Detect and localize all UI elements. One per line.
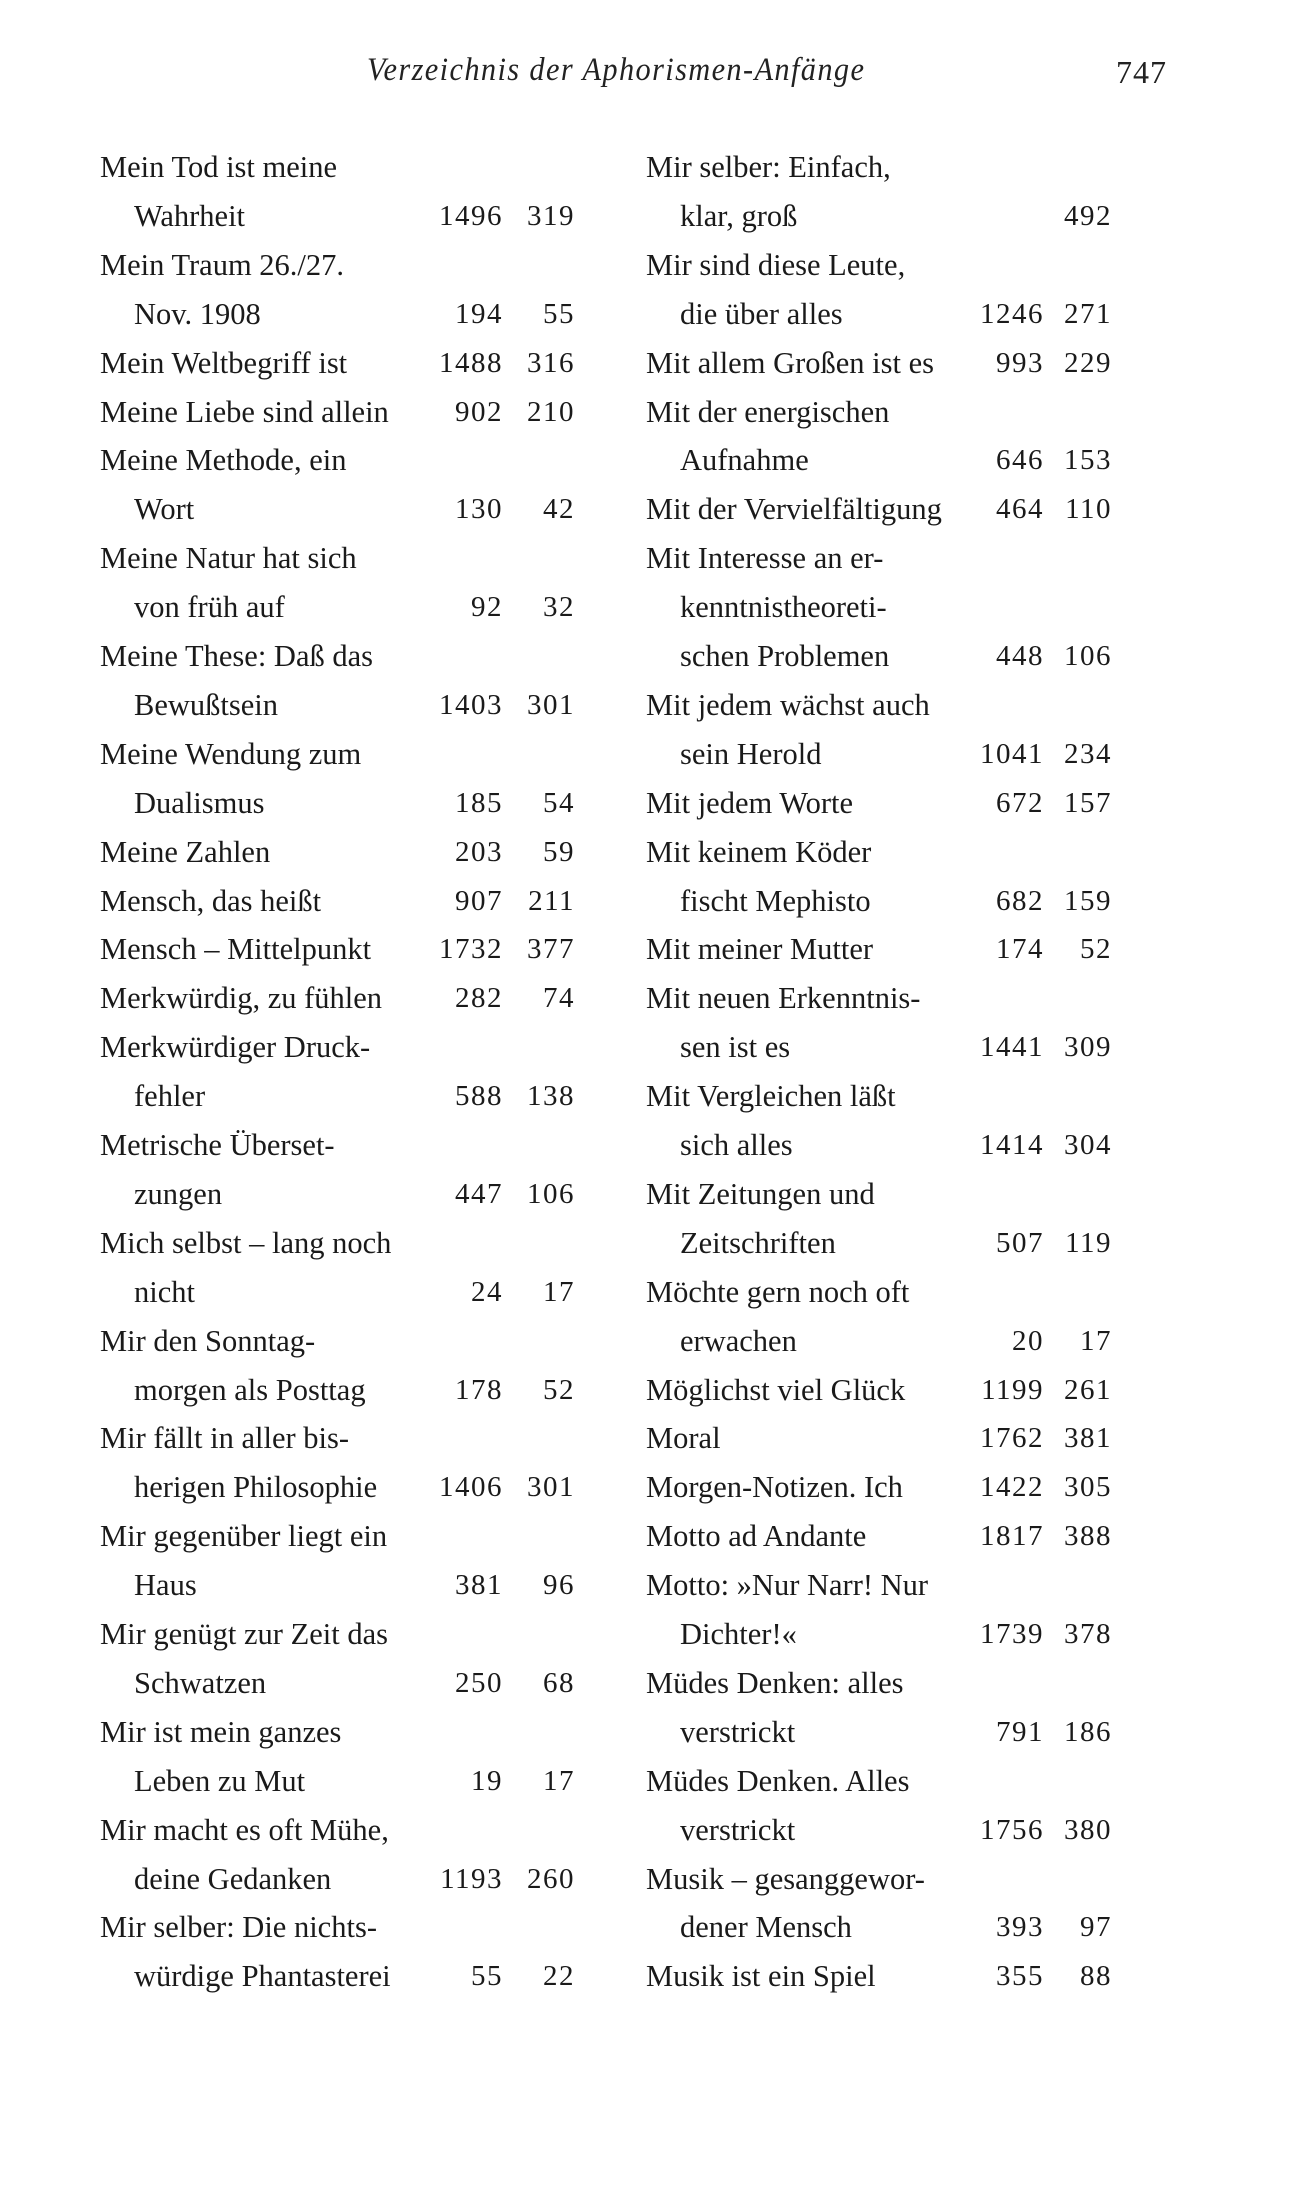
index-entry-continuation [100, 290, 575, 339]
page-reference: 378 [1064, 1618, 1112, 1650]
index-entry-continuation [100, 1170, 575, 1219]
entry-text: Meine Natur hat sich [100, 541, 357, 576]
aphorism-number: 682 [996, 884, 1044, 917]
page-reference: 229 [1064, 346, 1112, 379]
aphorism-number: 1414 [980, 1129, 1044, 1161]
entry-text: verstrickt [680, 1714, 796, 1749]
running-title: Verzeichnis der Aphorismen-Anfänge [367, 52, 866, 88]
entry-text: Wahrheit [134, 198, 246, 233]
aphorism-number: 130 [455, 493, 503, 526]
entry-text: Mit der Vervielfältigung [646, 492, 942, 527]
index-entry [100, 388, 575, 437]
index-entry [100, 877, 575, 926]
page-number: 747 [1116, 54, 1167, 90]
page-reference: 211 [528, 884, 575, 917]
index-entry [646, 828, 1114, 877]
index-entry-continuation [646, 1806, 1114, 1855]
aphorism-number: 174 [996, 933, 1044, 966]
page-reference: 210 [527, 395, 575, 428]
page-reference: 381 [1064, 1422, 1112, 1455]
entry-text: deine Gedanken [134, 1861, 332, 1896]
index-entry-continuation [100, 1268, 575, 1317]
entry-text: morgen als Posttag [134, 1372, 366, 1407]
entry-text: Dichter!« [680, 1617, 797, 1651]
entry-text: sich alles [680, 1128, 793, 1162]
index-entry [100, 1512, 575, 1561]
aphorism-number: 1488 [439, 346, 503, 379]
entry-text: Mir fällt in aller bis- [100, 1421, 350, 1456]
entry-text: Mir sind diese Leute, [646, 247, 906, 282]
entry-text: Musik – gesanggewor- [646, 1861, 925, 1896]
index-entry [646, 1561, 1114, 1610]
aphorism-number: 1732 [439, 933, 503, 966]
aphorism-number: 1406 [439, 1471, 503, 1504]
page-reference: 377 [527, 933, 575, 966]
page-reference: 54 [543, 786, 575, 819]
entry-text: Müdes Denken. Alles [646, 1763, 910, 1798]
aphorism-number: 993 [996, 346, 1044, 379]
entry-text: Motto ad Andante [646, 1519, 867, 1554]
index-entry-continuation [100, 1855, 575, 1904]
entry-text: Mir den Sonntag- [100, 1323, 316, 1358]
entry-text: Dualismus [134, 785, 265, 820]
entry-text: nicht [134, 1274, 195, 1309]
index-entry [646, 1366, 1114, 1415]
index-entry-continuation [100, 1072, 575, 1121]
page-reference: 17 [543, 1764, 575, 1797]
page-reference: 309 [1064, 1031, 1112, 1064]
index-entry [100, 1903, 575, 1952]
index-entry [100, 436, 575, 485]
index-entry-continuation [100, 1366, 575, 1415]
index-entry [100, 534, 575, 583]
entry-text: Meine Liebe sind allein [100, 394, 389, 429]
page-reference: 42 [543, 493, 575, 526]
index-entry [100, 143, 575, 192]
page-reference: 22 [543, 1960, 575, 1993]
index-entry [100, 1219, 575, 1268]
aphorism-number: 282 [455, 982, 503, 1015]
aphorism-number: 1193 [440, 1862, 503, 1895]
entry-text: Mensch, das heißt [100, 883, 322, 918]
index-entry [646, 1659, 1114, 1708]
aphorism-number: 20 [1012, 1324, 1044, 1357]
entry-text: Leben zu Mut [134, 1763, 306, 1798]
entry-text: Musik ist ein Spiel [646, 1959, 876, 1994]
entry-text: Mein Traum 26./27. [100, 247, 345, 282]
aphorism-number: 447 [455, 1177, 503, 1210]
entry-text: Mit Interesse an er- [646, 541, 884, 576]
index-entry-continuation [646, 632, 1114, 681]
aphorism-number: 92 [471, 591, 503, 624]
page-reference: 119 [1065, 1226, 1112, 1259]
index-entry-continuation [100, 1757, 575, 1806]
index-entry [646, 974, 1114, 1023]
aphorism-number: 448 [996, 640, 1044, 672]
index-entry [100, 730, 575, 779]
index-entry-continuation [646, 436, 1114, 485]
index-entry [646, 1512, 1114, 1561]
aphorism-number: 381 [455, 1569, 503, 1602]
entry-text: Zeitschriften [680, 1225, 836, 1260]
page-reference: 271 [1064, 297, 1112, 330]
entry-text: Motto: »Nur Narr! Nur [646, 1568, 929, 1603]
entry-text: Meine Methode, ein [100, 443, 347, 478]
index-entry-continuation [646, 1023, 1114, 1072]
index-entry-continuation [100, 1561, 575, 1610]
index-entry [100, 1414, 575, 1463]
index-entry [646, 1757, 1114, 1806]
index-entry-continuation [646, 583, 1114, 632]
index-entry-continuation [646, 1121, 1114, 1170]
aphorism-number: 1246 [980, 297, 1044, 330]
index-entry [100, 925, 575, 974]
page-reference: 261 [1064, 1373, 1112, 1406]
index-entry [100, 1610, 575, 1659]
index-entry [100, 1121, 575, 1170]
page-reference: 234 [1064, 737, 1112, 770]
page-reference: 305 [1064, 1471, 1112, 1504]
entry-text: Mir macht es oft Mühe, [100, 1812, 389, 1847]
aphorism-number: 19 [471, 1764, 503, 1797]
aphorism-number: 55 [471, 1960, 503, 1993]
entry-text: dener Mensch [680, 1910, 852, 1945]
entry-text: Mich selbst – lang noch [100, 1225, 392, 1260]
page-reference: 32 [543, 591, 575, 624]
entry-text: Mir gegenüber liegt ein [100, 1519, 388, 1554]
entry-text: Mit der energischen [646, 394, 890, 429]
aphorism-number: 1199 [981, 1373, 1044, 1406]
index-entry [646, 681, 1114, 730]
index-entry-continuation [646, 730, 1114, 779]
page-reference: 319 [527, 199, 575, 232]
aphorism-number: 1041 [980, 737, 1044, 770]
entry-text: Müdes Denken: alles [646, 1665, 904, 1700]
entry-text: Haus [134, 1568, 197, 1603]
index-entry [646, 534, 1114, 583]
index-entry-continuation [646, 1317, 1114, 1366]
entry-text: Mensch – Mittelpunkt [100, 932, 372, 967]
aphorism-number: 1496 [439, 199, 503, 232]
aphorism-number: 1403 [439, 688, 503, 721]
aphorism-number: 185 [455, 786, 503, 819]
index-entry [646, 779, 1114, 828]
aphorism-number: 393 [996, 1911, 1044, 1944]
page-reference: 138 [527, 1080, 575, 1113]
index-entry [646, 1072, 1114, 1121]
aphorism-number: 1422 [980, 1471, 1044, 1504]
entry-text: die über alles [680, 296, 843, 331]
aphorism-number: 355 [996, 1960, 1044, 1993]
entry-text: Meine These: Daß das [100, 639, 374, 673]
entry-text: Metrische Überset- [100, 1128, 335, 1162]
aphorism-number: 24 [471, 1275, 503, 1308]
index-entry [646, 485, 1114, 534]
entry-text: Wort [134, 492, 195, 527]
aphorism-number: 507 [996, 1226, 1044, 1259]
aphorism-number: 178 [455, 1373, 503, 1406]
entry-text: Meine Wendung zum [100, 736, 362, 771]
entry-text: Möglichst viel Glück [646, 1372, 906, 1407]
index-entry [100, 1023, 575, 1072]
index-entry-continuation [100, 583, 575, 632]
index-entry-continuation [100, 192, 575, 241]
entry-text: zungen [134, 1176, 223, 1211]
entry-text: Mir selber: Die nichts- [100, 1910, 377, 1945]
entry-text: Mein Weltbegriff ist [100, 345, 348, 380]
aphorism-number: 194 [455, 297, 503, 330]
entry-text: Möchte gern noch oft [646, 1274, 910, 1309]
entry-text: kenntnistheoreti- [680, 590, 887, 625]
aphorism-number: 902 [455, 395, 503, 428]
index-entry [646, 1268, 1114, 1317]
index-entry-continuation [100, 1952, 575, 2001]
page-reference: 157 [1064, 786, 1112, 819]
entry-text: Mir ist mein ganzes [100, 1714, 342, 1749]
page-reference: 388 [1064, 1520, 1112, 1553]
index-entry-continuation [100, 1659, 575, 1708]
index-entry [646, 1170, 1114, 1219]
index-entry-continuation [100, 1463, 575, 1512]
entry-text: würdige Phantasterei [134, 1959, 391, 1994]
index-entry-continuation [646, 290, 1114, 339]
entry-text: Schwatzen [134, 1665, 267, 1700]
index-entry [646, 388, 1114, 437]
entry-text: Merkwürdig, zu fühlen [100, 981, 383, 1016]
index-entry [646, 1855, 1114, 1904]
index-entry-continuation [646, 192, 1114, 241]
entry-text: Bewußtsein [134, 687, 279, 722]
index-entry-continuation [646, 1610, 1114, 1659]
page-reference: 492 [1064, 199, 1112, 232]
page-reference: 301 [527, 1471, 575, 1504]
aphorism-number: 646 [996, 444, 1044, 477]
aphorism-number: 203 [455, 835, 503, 868]
page-reference: 301 [527, 688, 575, 721]
aphorism-number: 1762 [980, 1422, 1044, 1455]
entry-text: klar, groß [680, 198, 798, 233]
entry-text: Mit jedem wächst auch [646, 687, 930, 722]
entry-text: Morgen-Notizen. Ich [646, 1470, 903, 1505]
entry-text: Aufnahme [680, 443, 809, 478]
page-reference: 68 [543, 1666, 575, 1699]
page-reference: 380 [1064, 1813, 1112, 1846]
index-entry [100, 632, 575, 681]
page-reference: 52 [543, 1373, 575, 1406]
entry-text: erwachen [680, 1323, 797, 1358]
index-entry-continuation [100, 681, 575, 730]
entry-text: Mir genügt zur Zeit das [100, 1617, 388, 1651]
index-entry [646, 1463, 1114, 1512]
entry-text: Mit jedem Worte [646, 785, 854, 820]
index-entry-continuation [646, 1903, 1114, 1952]
page-reference: 110 [1065, 493, 1112, 526]
entry-text: Merkwürdiger Druck- [100, 1030, 371, 1065]
entry-text: schen Problemen [680, 639, 890, 673]
entry-text: sen ist es [680, 1030, 791, 1065]
index-entry [100, 1317, 575, 1366]
page-reference: 74 [543, 982, 575, 1015]
page-reference: 52 [1080, 933, 1112, 966]
page-reference: 186 [1064, 1715, 1112, 1748]
entry-text: Mit Vergleichen läßt [646, 1079, 896, 1114]
aphorism-number: 250 [455, 1666, 503, 1699]
entry-text: Mit Zeitungen und [646, 1176, 875, 1211]
index-entry-continuation [100, 485, 575, 534]
index-entry [646, 241, 1114, 290]
aphorism-number: 1441 [980, 1031, 1044, 1064]
entry-text: Meine Zahlen [100, 834, 271, 869]
index-entry [100, 828, 575, 877]
page-reference: 304 [1064, 1129, 1112, 1161]
index-entry [646, 1952, 1114, 2001]
entry-text: Nov. 1908 [134, 296, 261, 331]
running-head [367, 52, 1167, 96]
index-entry [100, 339, 575, 388]
page-reference: 17 [543, 1275, 575, 1308]
entry-text: Moral [646, 1421, 721, 1456]
entry-text: verstrickt [680, 1812, 796, 1847]
page-reference: 106 [527, 1177, 575, 1210]
page-reference: 88 [1080, 1960, 1112, 1993]
page-reference: 96 [543, 1569, 575, 1602]
page-reference: 159 [1064, 884, 1112, 917]
entry-text: Mit neuen Erkenntnis- [646, 981, 921, 1016]
aphorism-number: 464 [996, 493, 1044, 526]
aphorism-number: 672 [996, 786, 1044, 819]
page-reference: 260 [527, 1862, 575, 1895]
entry-text: Mein Tod ist meine [100, 150, 338, 184]
page-reference: 153 [1064, 444, 1112, 477]
index-entry [100, 1806, 575, 1855]
page-reference: 106 [1064, 640, 1112, 672]
aphorism-number: 907 [455, 884, 503, 917]
entry-text: fischt Mephisto [680, 883, 871, 918]
index-entry [100, 241, 575, 290]
aphorism-number: 1739 [980, 1618, 1044, 1650]
index-entry [646, 1414, 1114, 1463]
index-entry [646, 143, 1114, 192]
index-entry-continuation [646, 1219, 1114, 1268]
entry-text: Mit allem Großen ist es [646, 345, 935, 380]
index-entry [100, 974, 575, 1023]
index-entry [100, 1708, 575, 1757]
index-entry-continuation [646, 877, 1114, 926]
page-reference: 55 [543, 297, 575, 330]
entry-text: Mir selber: Einfach, [646, 150, 891, 184]
page-reference: 59 [543, 835, 575, 868]
index-entry-continuation [100, 779, 575, 828]
entry-text: fehler [134, 1079, 206, 1114]
entry-text: sein Herold [680, 736, 822, 771]
aphorism-number: 588 [455, 1080, 503, 1113]
entry-text: Mit meiner Mutter [646, 932, 874, 967]
index-entry [646, 925, 1114, 974]
page-reference: 17 [1080, 1324, 1112, 1357]
entry-text: Mit keinem Köder [646, 834, 872, 869]
index-entry [646, 339, 1114, 388]
page-reference: 97 [1080, 1911, 1112, 1944]
aphorism-number: 791 [996, 1715, 1044, 1748]
aphorism-number: 1817 [980, 1520, 1044, 1553]
index-entry-continuation [646, 1708, 1114, 1757]
aphorism-number: 1756 [980, 1813, 1044, 1846]
entry-text: von früh auf [134, 590, 285, 625]
page-reference: 316 [527, 346, 575, 379]
entry-text: herigen Philosophie [134, 1470, 378, 1505]
